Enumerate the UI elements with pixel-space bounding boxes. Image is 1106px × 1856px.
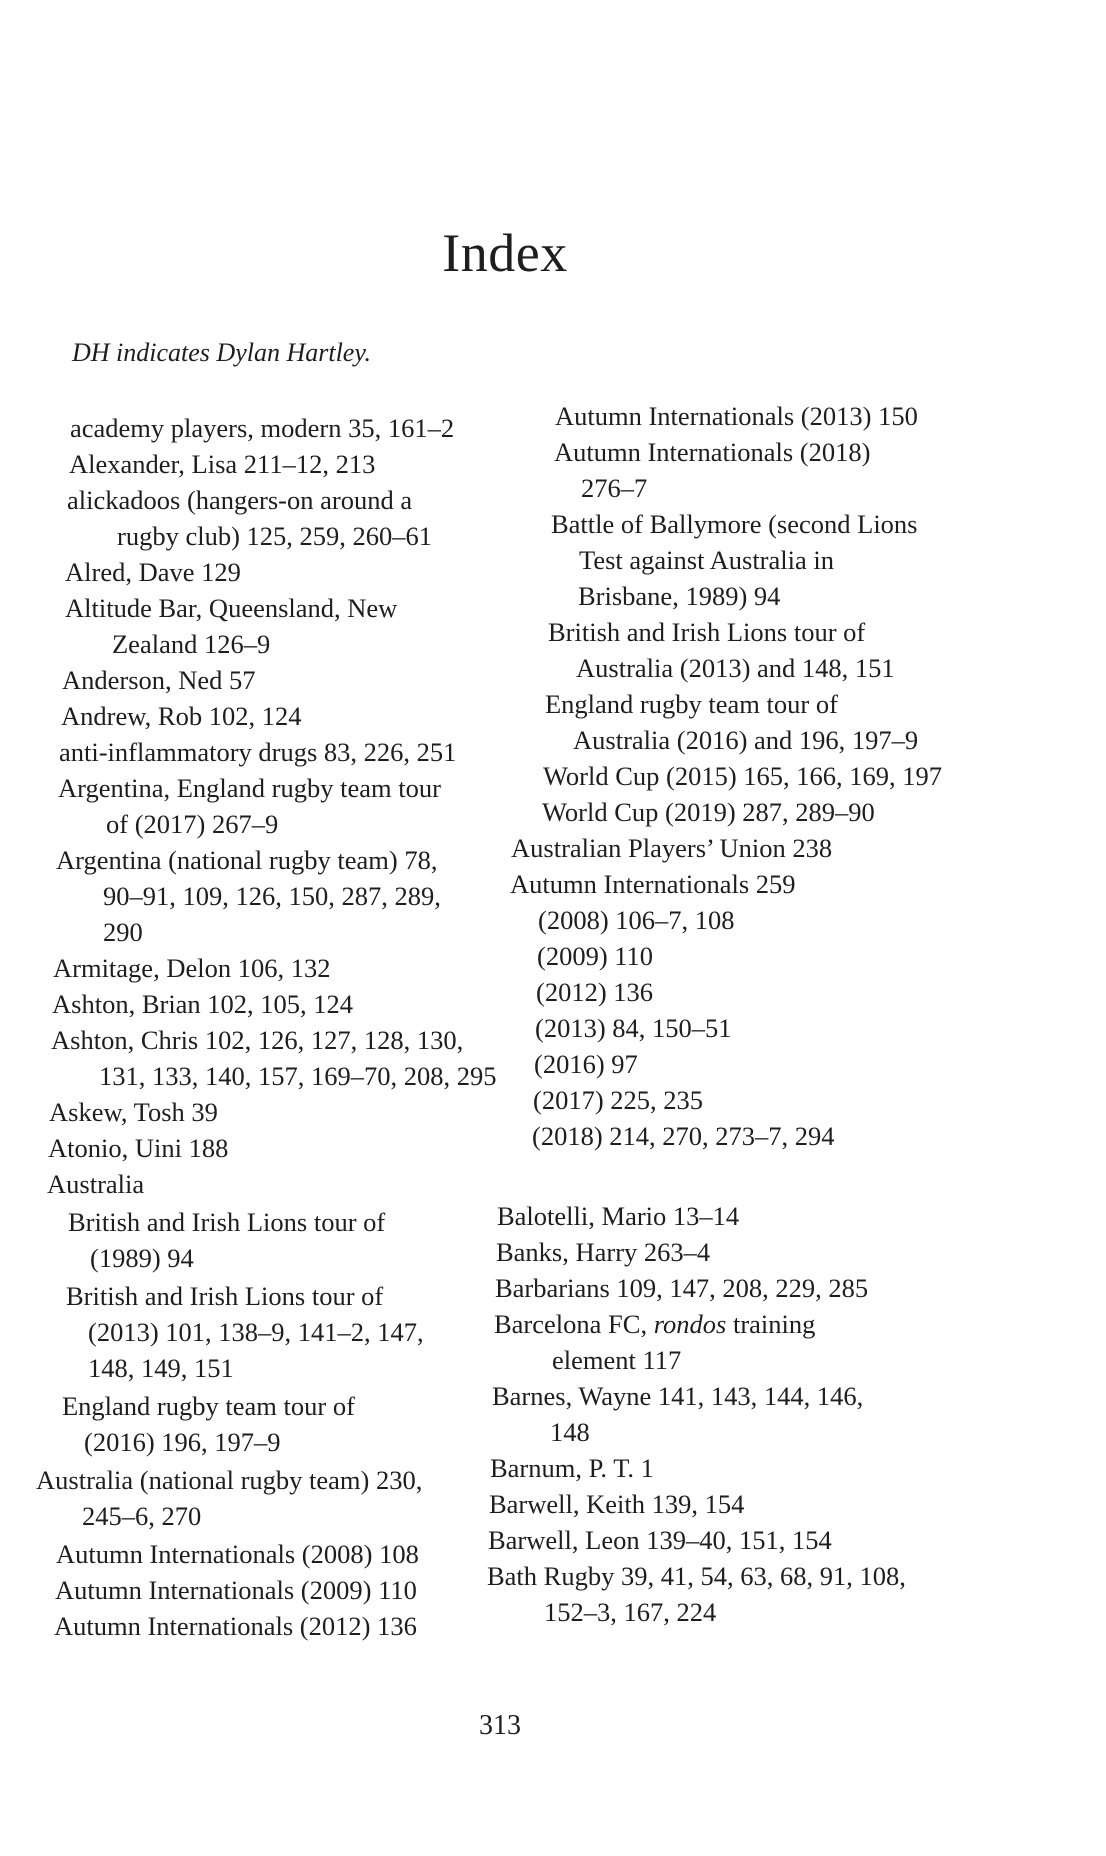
- index-subentry: (2018) 214, 270, 273–7, 294: [532, 1121, 835, 1151]
- index-subentry: British and Irish Lions tour of: [68, 1207, 386, 1237]
- index-entry-continuation: 152–3, 167, 224: [544, 1597, 717, 1627]
- index-entry: Barnes, Wayne 141, 143, 144, 146,: [492, 1381, 864, 1411]
- index-entry: Banks, Harry 263–4: [496, 1237, 711, 1267]
- index-subentry: World Cup (2019) 287, 289–90: [542, 797, 875, 827]
- index-subentry: World Cup (2015) 165, 166, 169, 197: [543, 761, 943, 791]
- index-entry: Armitage, Delon 106, 132: [53, 953, 331, 983]
- index-entry: Barnum, P. T. 1: [490, 1453, 654, 1483]
- index-entry-continuation: Zealand 126–9: [112, 629, 271, 659]
- index-subentry: Autumn Internationals (2018): [554, 437, 871, 467]
- index-subentry: (2012) 136: [536, 977, 654, 1007]
- index-entry-continuation: (2013) 101, 138–9, 141–2, 147,: [88, 1317, 424, 1347]
- index-subentry: (2017) 225, 235: [533, 1085, 704, 1115]
- index-entry: Australia (national rugby team) 230,: [36, 1465, 423, 1495]
- index-entry: Australian Players’ Union 238: [511, 833, 833, 863]
- page-title: Index: [442, 223, 568, 283]
- index-entry: Ashton, Brian 102, 105, 124: [52, 989, 354, 1019]
- index-entry: Altitude Bar, Queensland, New: [65, 593, 398, 623]
- index-entry: Alexander, Lisa 211–12, 213: [69, 449, 376, 479]
- index-entry-continuation: of (2017) 267–9: [106, 809, 279, 839]
- index-entry-continuation: Australia (2016) and 196, 197–9: [573, 725, 919, 755]
- index-entry-continuation: 90–91, 109, 126, 150, 287, 289,: [103, 881, 441, 911]
- index-subentry: (2016) 97: [534, 1049, 638, 1079]
- index-subentry: Autumn Internationals (2012) 136: [54, 1611, 417, 1641]
- index-subentry: (2009) 110: [537, 941, 654, 971]
- index-entry: Barwell, Leon 139–40, 151, 154: [488, 1525, 832, 1555]
- index-entry: Ashton, Chris 102, 126, 127, 128, 130,: [51, 1025, 464, 1055]
- index-entry-continuation: 148: [550, 1417, 590, 1447]
- index-entry: Askew, Tosh 39: [49, 1097, 218, 1127]
- index-entry: Bath Rugby 39, 41, 54, 63, 68, 91, 108,: [487, 1561, 906, 1591]
- index-entry-continuation: 290: [103, 917, 143, 947]
- index-subentry: Autumn Internationals (2009) 110: [55, 1575, 417, 1605]
- index-subentry: Autumn Internationals (2013) 150: [555, 401, 918, 431]
- index-entry: Alred, Dave 129: [65, 557, 241, 587]
- index-entry-continuation: 245–6, 270: [82, 1501, 202, 1531]
- index-entry: alickadoos (hangers-on around a: [67, 485, 413, 515]
- index-entry: Barbarians 109, 147, 208, 229, 285: [495, 1273, 869, 1303]
- page-number: 313: [479, 1710, 521, 1741]
- index-subentry: Autumn Internationals (2008) 108: [56, 1539, 419, 1569]
- index-entry-continuation: (2016) 196, 197–9: [84, 1427, 281, 1457]
- index-entry-continuation: rugby club) 125, 259, 260–61: [117, 521, 433, 551]
- index-subentry: (2008) 106–7, 108: [538, 905, 735, 935]
- index-subentry: British and Irish Lions tour of: [66, 1281, 384, 1311]
- index-entry: Anderson, Ned 57: [62, 665, 256, 695]
- index-entry: Argentina (national rugby team) 78,: [56, 845, 438, 875]
- index-entry: Atonio, Uini 188: [48, 1133, 229, 1163]
- index-entry: Balotelli, Mario 13–14: [497, 1201, 740, 1231]
- entry-text: training: [726, 1309, 816, 1339]
- index-entry: Argentina, England rugby team tour: [58, 773, 441, 803]
- index-entry-continuation: 148, 149, 151: [88, 1353, 234, 1383]
- index-entry: [494, 1306, 815, 1342]
- index-entry-continuation: Australia (2013) and 148, 151: [576, 653, 895, 683]
- index-entry-continuation: element 117: [552, 1345, 682, 1375]
- index-subentry: England rugby team tour of: [545, 689, 838, 719]
- index-entry-continuation: Test against Australia in: [579, 545, 834, 575]
- index-entry: Autumn Internationals 259: [510, 869, 796, 899]
- index-entry-continuation: (1989) 94: [90, 1243, 194, 1273]
- index-entry: anti-inflammatory drugs 83, 226, 251: [59, 737, 457, 767]
- index-subentry: British and Irish Lions tour of: [548, 617, 866, 647]
- index-subentry: (2013) 84, 150–51: [535, 1013, 732, 1043]
- entry-text: Barcelona FC,: [494, 1309, 654, 1339]
- index-entry-continuation: 131, 133, 140, 157, 169–70, 208, 295: [99, 1061, 497, 1091]
- index-entry: Barwell, Keith 139, 154: [489, 1489, 745, 1519]
- index-entry-continuation: 276–7: [581, 473, 648, 503]
- index-subentry: England rugby team tour of: [62, 1391, 355, 1421]
- entry-italic-text: rondos: [653, 1309, 727, 1339]
- index-entry: Andrew, Rob 102, 124: [61, 701, 302, 731]
- index-note: DH indicates Dylan Hartley.: [72, 338, 371, 367]
- index-entry: academy players, modern 35, 161–2: [70, 413, 455, 443]
- index-subentry: Battle of Ballymore (second Lions: [551, 509, 918, 539]
- index-entry: Australia: [47, 1169, 145, 1199]
- index-entry-continuation: Brisbane, 1989) 94: [578, 581, 781, 611]
